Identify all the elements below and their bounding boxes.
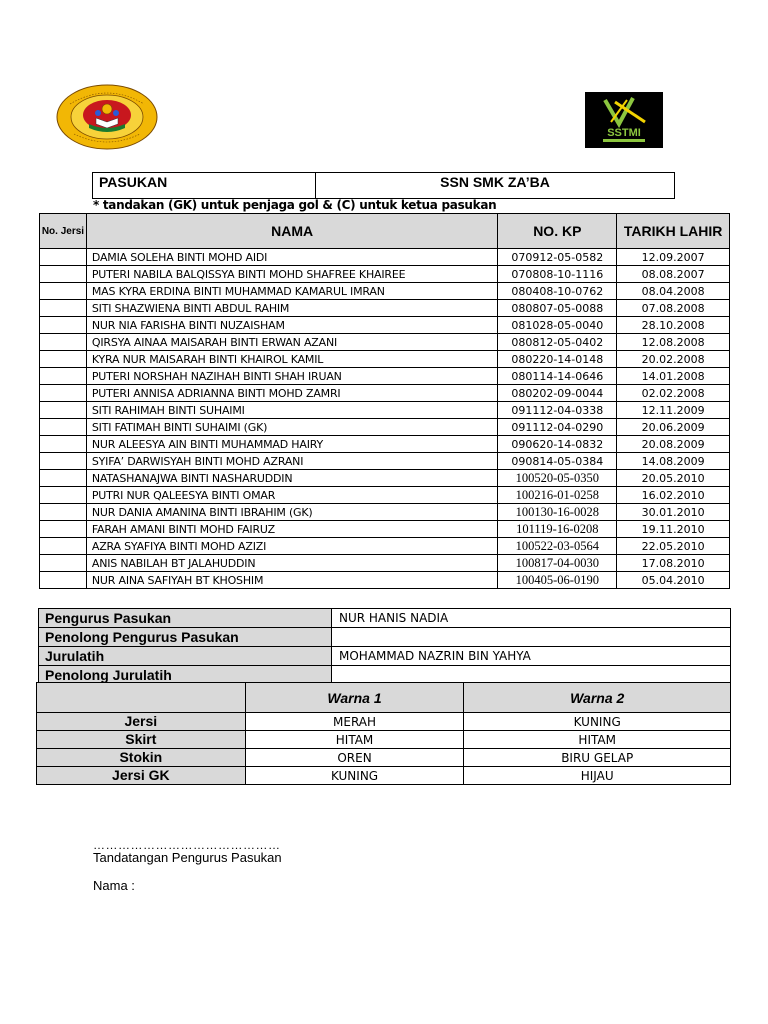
player-birth-date: 20.06.2009	[617, 419, 730, 436]
player-row	[40, 538, 730, 555]
player-birth-date: 07.08.2008	[617, 300, 730, 317]
player-birth-date: 28.10.2008	[617, 317, 730, 334]
player-name: SITI SHAZWIENA BINTI ABDUL RAHIM	[86, 300, 498, 317]
header-no-jersi: No. Jersi	[40, 214, 87, 249]
jersey-number	[40, 572, 87, 589]
player-ic-number: 080812-05-0402	[498, 334, 617, 351]
asst-manager-value	[332, 628, 731, 647]
player-birth-date: 20.02.2008	[617, 351, 730, 368]
team-colors-table	[36, 682, 731, 785]
jersey-number	[40, 283, 87, 300]
header-no-kp: NO. KP	[498, 214, 617, 249]
jersey-number	[40, 470, 87, 487]
player-name: SYIFA’ DARWISYAH BINTI MOHD AZRANI	[86, 453, 498, 470]
team-value: SSN SMK ZA’BA	[440, 174, 550, 190]
jersey-number	[40, 385, 87, 402]
player-name: SITI FATIMAH BINTI SUHAIMI (GK)	[86, 419, 498, 436]
player-birth-date: 12.08.2008	[617, 334, 730, 351]
player-name: PUTERI ANNISA ADRIANNA BINTI MOHD ZAMRI	[86, 385, 498, 402]
player-ic-number: 080220-14-0148	[498, 351, 617, 368]
player-ic-number: 080807-05-0088	[498, 300, 617, 317]
color-1-value: OREN	[245, 749, 464, 767]
player-birth-date: 16.02.2010	[617, 487, 730, 504]
jersey-number	[40, 300, 87, 317]
player-ic-number: 101119-16-0208	[498, 521, 617, 538]
player-name: AZRA SYAFIYA BINTI MOHD AZIZI	[86, 538, 498, 555]
color-row	[37, 713, 731, 731]
player-row	[40, 487, 730, 504]
player-ic-number: 100130-16-0028	[498, 504, 617, 521]
player-row	[40, 504, 730, 521]
header-warna-2: Warna 2	[464, 683, 731, 713]
player-row	[40, 572, 730, 589]
officials-table	[38, 608, 731, 685]
color-2-value: KUNING	[464, 713, 731, 731]
asst-coach-label: Penolong Jurulatih	[39, 666, 332, 685]
player-name: DAMIA SOLEHA BINTI MOHD AIDI	[86, 249, 498, 266]
svg-text:SSTMI: SSTMI	[607, 127, 641, 139]
team-label: PASUKAN	[93, 173, 316, 198]
player-name: SITI RAHIMAH BINTI SUHAIMI	[86, 402, 498, 419]
player-name: PUTERI NABILA BALQISSYA BINTI MOHD SHAFREE KHAIREE	[86, 266, 498, 283]
player-row	[40, 453, 730, 470]
player-name: NUR AINA SAFIYAH BT KHOSHIM	[86, 572, 498, 589]
player-ic-number: 081028-05-0040	[498, 317, 617, 334]
player-birth-date: 22.05.2010	[617, 538, 730, 555]
official-row	[39, 609, 731, 628]
jersey-number	[40, 402, 87, 419]
player-birth-date: 05.04.2010	[617, 572, 730, 589]
player-row	[40, 317, 730, 334]
player-birth-date: 20.05.2010	[617, 470, 730, 487]
instruction-note: * tandakan (GK) untuk penjaga gol & (C) untuk ketua pasukan	[93, 198, 497, 212]
jersey-number	[40, 453, 87, 470]
player-birth-date: 30.01.2010	[617, 504, 730, 521]
player-ic-number: 080408-10-0762	[498, 283, 617, 300]
player-row	[40, 402, 730, 419]
player-ic-number: 070808-10-1116	[498, 266, 617, 283]
school-crest-logo	[56, 84, 158, 150]
jersey-number	[40, 555, 87, 572]
player-row	[40, 368, 730, 385]
manager-value: NUR HANIS NADIA	[332, 609, 731, 628]
color-row	[37, 767, 731, 785]
player-name: NATASHANAJWA BINTI NASHARUDDIN	[86, 470, 498, 487]
name-label: Nama :	[93, 878, 135, 893]
jersey-number	[40, 351, 87, 368]
color-1-value: HITAM	[245, 731, 464, 749]
player-birth-date: 19.11.2010	[617, 521, 730, 538]
player-ic-number: 100405-06-0190	[498, 572, 617, 589]
player-birth-date: 20.08.2009	[617, 436, 730, 453]
player-name: NUR ALEESYA AIN BINTI MUHAMMAD HAIRY	[86, 436, 498, 453]
player-row	[40, 300, 730, 317]
jersey-number	[40, 266, 87, 283]
player-ic-number: 090620-14-0832	[498, 436, 617, 453]
player-ic-number: 091112-04-0338	[498, 402, 617, 419]
signature-line: ………………………………………	[93, 838, 281, 852]
coach-label: Jurulatih	[39, 647, 332, 666]
player-name: ANIS NABILAH BT JALAHUDDIN	[86, 555, 498, 572]
player-row	[40, 266, 730, 283]
player-birth-date: 08.04.2008	[617, 283, 730, 300]
player-name: MAS KYRA ERDINA BINTI MUHAMMAD KAMARUL IMRAN	[86, 283, 498, 300]
official-row	[39, 628, 731, 647]
player-name: PUTERI NORSHAH NAZIHAH BINTI SHAH IRUAN	[86, 368, 498, 385]
players-table	[39, 213, 730, 589]
player-ic-number: 100817-04-0030	[498, 555, 617, 572]
kit-item: Stokin	[37, 749, 246, 767]
player-ic-number: 090814-05-0384	[498, 453, 617, 470]
player-ic-number: 080202-09-0044	[498, 385, 617, 402]
official-row	[39, 647, 731, 666]
player-ic-number: 100522-03-0564	[498, 538, 617, 555]
kit-item: Jersi	[37, 713, 246, 731]
color-2-value: HIJAU	[464, 767, 731, 785]
player-birth-date: 08.08.2007	[617, 266, 730, 283]
player-row	[40, 521, 730, 538]
color-1-value: MERAH	[245, 713, 464, 731]
player-row	[40, 283, 730, 300]
player-name: FARAH AMANI BINTI MOHD FAIRUZ	[86, 521, 498, 538]
player-ic-number: 080114-14-0646	[498, 368, 617, 385]
jersey-number	[40, 504, 87, 521]
player-row	[40, 385, 730, 402]
jersey-number	[40, 487, 87, 504]
jersey-number	[40, 334, 87, 351]
asst-manager-label: Penolong Pengurus Pasukan	[39, 628, 332, 647]
player-birth-date: 12.09.2007	[617, 249, 730, 266]
team-name-box	[92, 172, 675, 199]
jersey-number	[40, 419, 87, 436]
player-name: NUR DANIA AMANINA BINTI IBRAHIM (GK)	[86, 504, 498, 521]
jersey-number	[40, 436, 87, 453]
header-tarikh-lahir: TARIKH LAHIR	[617, 214, 730, 249]
player-ic-number: 100216-01-0258	[498, 487, 617, 504]
player-ic-number: 091112-04-0290	[498, 419, 617, 436]
player-ic-number: 070912-05-0582	[498, 249, 617, 266]
color-2-value: BIRU GELAP	[464, 749, 731, 767]
player-name: NUR NIA FARISHA BINTI NUZAISHAM	[86, 317, 498, 334]
player-row	[40, 334, 730, 351]
player-birth-date: 14.01.2008	[617, 368, 730, 385]
player-name: KYRA NUR MAISARAH BINTI KHAIROL KAMIL	[86, 351, 498, 368]
signature-label: Tandatangan Pengurus Pasukan	[93, 850, 282, 865]
kit-item: Skirt	[37, 731, 246, 749]
player-row	[40, 249, 730, 266]
player-row	[40, 555, 730, 572]
player-row	[40, 436, 730, 453]
manager-label: Pengurus Pasukan	[39, 609, 332, 628]
kit-item: Jersi GK	[37, 767, 246, 785]
player-row	[40, 470, 730, 487]
color-row	[37, 749, 731, 767]
player-row	[40, 419, 730, 436]
header-warna-1: Warna 1	[245, 683, 464, 713]
player-birth-date: 02.02.2008	[617, 385, 730, 402]
jersey-number	[40, 521, 87, 538]
coach-value: MOHAMMAD NAZRIN BIN YAHYA	[332, 647, 731, 666]
player-birth-date: 14.08.2009	[617, 453, 730, 470]
player-row	[40, 351, 730, 368]
sstmi-logo	[585, 92, 663, 148]
jersey-number	[40, 368, 87, 385]
player-ic-number: 100520-05-0350	[498, 470, 617, 487]
jersey-number	[40, 538, 87, 555]
header-nama: NAMA	[86, 214, 498, 249]
player-name: QIRSYA AINAA MAISARAH BINTI ERWAN AZANI	[86, 334, 498, 351]
jersey-number	[40, 317, 87, 334]
player-name: PUTRI NUR QALEESYA BINTI OMAR	[86, 487, 498, 504]
color-row	[37, 731, 731, 749]
color-1-value: KUNING	[245, 767, 464, 785]
color-2-value: HITAM	[464, 731, 731, 749]
player-birth-date: 17.08.2010	[617, 555, 730, 572]
jersey-number	[40, 249, 87, 266]
colors-corner	[37, 683, 246, 713]
player-birth-date: 12.11.2009	[617, 402, 730, 419]
